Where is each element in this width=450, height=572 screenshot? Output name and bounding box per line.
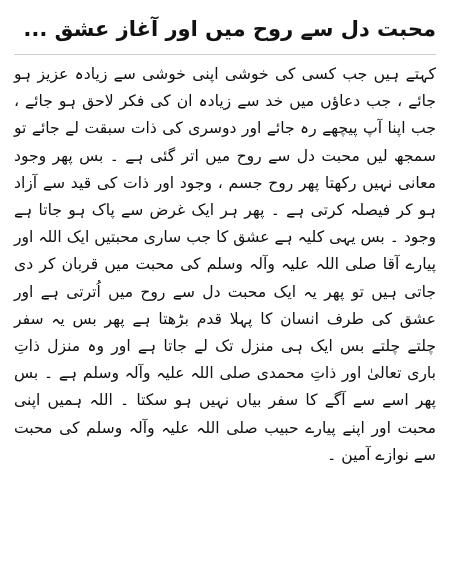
article-body: کہتے ہیں جب کسی کی خوشی اپنی خوشی سے زیادہ عزیز ہو جائے ، جب دعاؤں میں خد سے زیادہ ان کی فکر لاحق ہو جائے ، جب اپنا آپ پیچھے رہ جائے اور دوسری کی ذات سبقت لے جائے تو سمجھ لیں محبت دل سے روح میں اتر گئی ہے ۔ بس پھر وجود معانی نہیں رکھتا پھر روح جسم ، وجود اور ذات کی قید سے آزاد ہو کر فیصلہ کرتی ہے ۔ پھر ہر ایک غرض سے پاک ہو جاتا ہے وجود ۔ بس یہی کلیہ ہے عشق کا جب ساری محبتیں ایک اللہ اور پیارے آقا صلی اللہ علیہ وآلہ وسلم کی محبت میں قربان کر دی جاتی ہیں تو پھر یہ ایک محبت دل سے روح میں اُترتی ہے اور عشق کی طرف انسان کا پہلا قدم بڑھتا ہے پھر بس یہ سفر چلتے چلتے بس ایک ہی منزل تک لے جاتا ہے اور وہ منزل ذاتِ باری تعالیٰ اور ذاتِ محمدی صلی اللہ علیہ وآلہ وسلم ہے ۔ بس پھر اسے سے آگے کا سفر بیاں نہیں ہو سکتا ۔ اللہ ہمیں اپنی محبت اور اپنے پیارے حبیب صلی اللہ علیہ وآلہ وسلم کی محبت سے نوازے آمین ۔ (14, 65, 436, 464)
article-title: محبت دل سے روح میں اور آغاز عشق ... (23, 17, 436, 41)
title-divider (14, 54, 436, 55)
